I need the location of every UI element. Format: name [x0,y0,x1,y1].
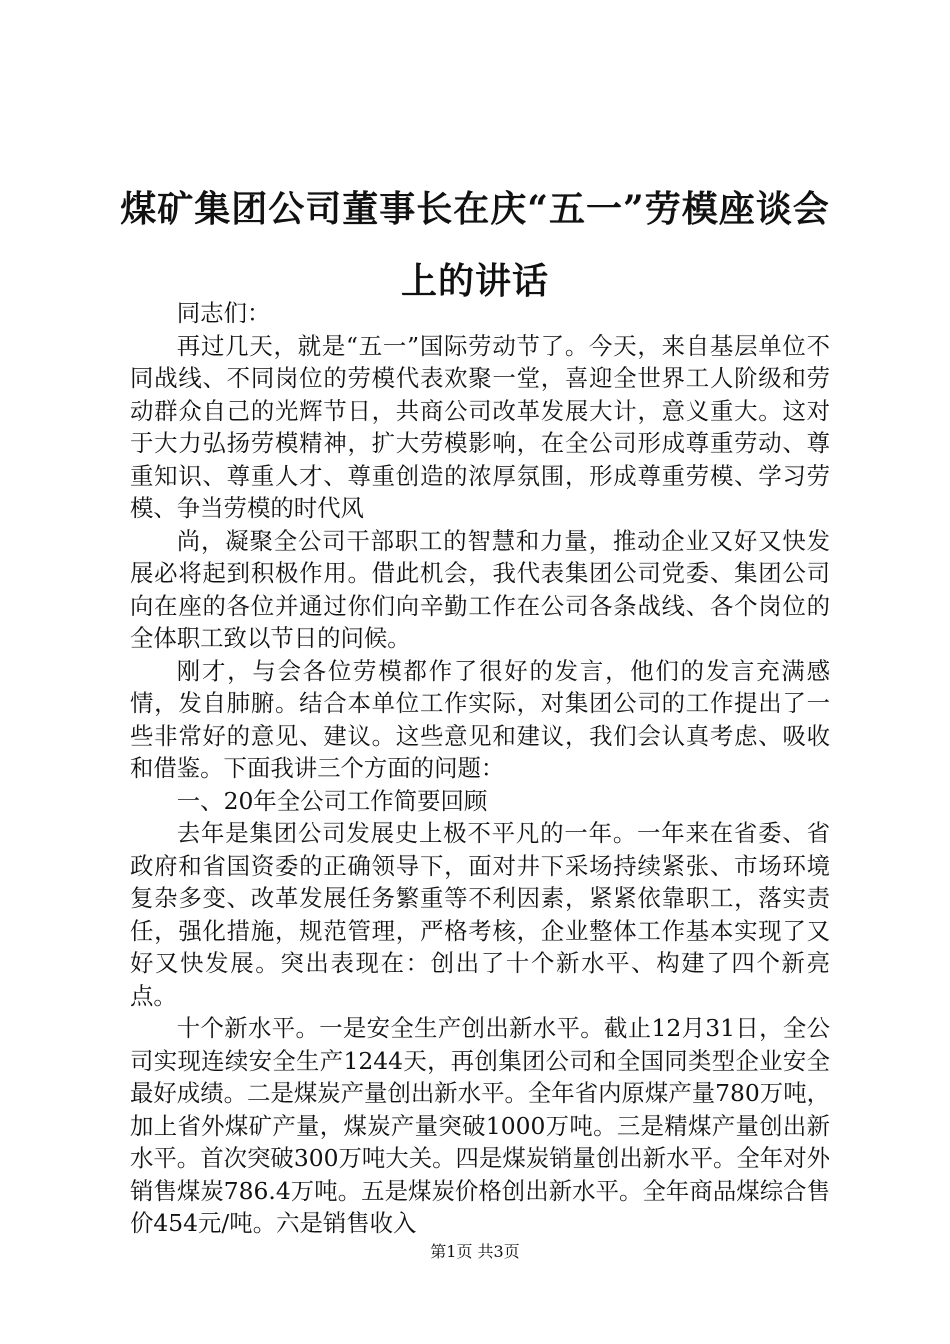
document-title [80,173,870,317]
document-body [130,297,830,1240]
salutation: 同志们： [176,299,271,327]
paragraph: 尚，凝聚全公司干部职工的智慧和力量，推动企业又好又快发展必将起到积极作用。借此机会，我代表集团公司党委、集团公司向在座的各位并通过你们向辛勤工作在公司各条战线、各个岗位的全体职工致以节日的问候。 [130,526,830,652]
paragraph: 再过几天，就是“五一”国际劳动节了。今天，来自基层单位不同战线、不同岗位的劳模代表欢聚一堂，喜迎全世界工人阶级和劳动群众自己的光辉节日，共商公司改革发展大计，意义重大。这对于大力弘扬劳模精神，扩大劳模影响，在全公司形成尊重劳动、尊重知识、尊重人才、尊重创造的浓厚氛围，形成尊重劳模、学习劳模、争当劳模的时代风 [130,331,830,522]
paragraph: 刚才，与会各位劳模都作了很好的发言，他们的发言充满感情，发自肺腑。结合本单位工作实际，对集团公司的工作提出了一些非常好的意见、建议。这些意见和建议，我们会认真考虑、吸收和借鉴。下面我讲三个方面的问题： [130,656,830,782]
title-line-1: 煤矿集团公司董事长在庆“五一”劳模座谈会 [120,188,830,230]
section-heading: 一、20年全公司工作简要回顾 [176,786,488,815]
title-line-2: 上的讲话 [400,260,549,302]
page-footer: 第1页 共3页 [430,1242,520,1261]
paragraph: 去年是集团公司发展史上极不平凡的一年。一年来在省委、省政府和省国资委的正确领导下，面对井下采场持续紧张、市场环境复杂多变、改革发展任务繁重等不利因素，紧紧依靠职工，落实责任，强化措施，规范管理，严格考核，企业整体工作基本实现了又好又快发展。突出表现在：创出了十个新水平、构建了四个新亮点。 [130,819,830,1010]
paragraph: 十个新水平。一是安全生产创出新水平。截止12月31日，全公司实现连续安全生产1244天，再创集团公司和全国同类型企业安全最好成绩。二是煤炭产量创出新水平。全年省内原煤产量780万吨，加上省外煤矿产量，煤炭产量突破1000万吨。三是精煤产量创出新水平。首次突破300万吨大关。四是煤炭销量创出新水平。全年对外销售煤炭786.4万吨。五是煤炭价格创出新水平。全年商品煤综合售价454元/吨。六是销售收入 [130,1014,830,1237]
